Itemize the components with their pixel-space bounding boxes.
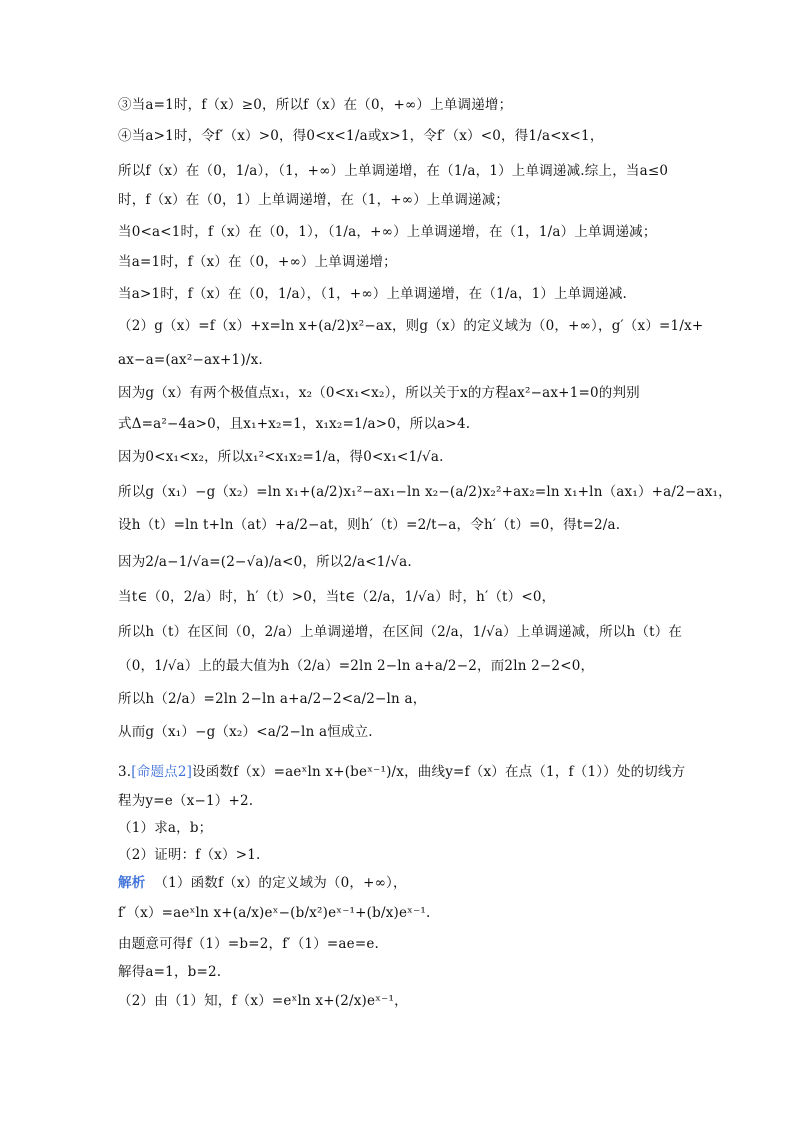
question-2: （2）证明：f（x）>1. — [118, 847, 261, 863]
text-line: ③当a=1时，f（x）≥0，所以f（x）在（0，+∞）上单调递增； — [118, 97, 513, 113]
text-line: f′（x）=aeˣln x+(a/x)eˣ−(b/x²)eˣ⁻¹+(b/x)eˣ⁻¹. — [118, 905, 431, 921]
text-line: 时，f（x）在（0，1）上单调递增，在（1，+∞）上单调递减； — [118, 192, 510, 208]
problem-3-stem — [118, 762, 685, 782]
text-line: 解得a=1，b=2. — [118, 964, 222, 980]
text-line: 式Δ=a²−4a>0，且x₁+x₂=1，x₁x₂=1/a>0，所以a>4. — [118, 416, 471, 432]
text-line: （0，1/√a）上的最大值为h（2/a）=2ln 2−ln a+a/2−2，而2ln 2−2<0， — [118, 658, 595, 674]
text-line: ax−a=(ax²−ax+1)/x. — [118, 352, 263, 368]
solution-line — [118, 873, 407, 893]
text-line: （2）g（x）=f（x）+x=ln x+(a/2)x²−ax，则g（x）的定义域为（0，+∞），g′（x）=1/x+ — [118, 318, 704, 334]
text-line: 程为y=e（x−1）+2. — [118, 793, 254, 809]
text-line: 所以f（x）在（0，1/a），（1，+∞）上单调递增，在（1/a，1）上单调递减.综上，当a≤0 — [118, 163, 669, 179]
text-line: 所以h（t）在区间（0，2/a）上单调递增，在区间（2/a，1/√a）上单调递减，所以h（t）在 — [118, 624, 683, 640]
problem-number: 3. — [118, 764, 132, 780]
solution-label: 解析 — [118, 875, 146, 891]
topic-tag: [命题点2] — [131, 764, 193, 780]
text-line: 因为2/a−1/√a=(2−√a)/a<0，所以2/a<1/√a. — [118, 554, 412, 570]
text-line: 所以h（2/a）=2ln 2−ln a+a/2−2<a/2−ln a， — [118, 691, 427, 707]
text-line: ④当a>1时，令f′（x）>0，得0<x<1/a或x>1，令f′（x）<0，得1/a<x<1， — [118, 128, 604, 144]
text-line: 设h（t）=ln t+ln（at）+a/2−at，则h′（t）=2/t−a，令h′（t）=0，得t=2/a. — [118, 517, 621, 533]
text-line: 当0<a<1时，f（x）在（0，1），（1/a，+∞）上单调递增，在（1，1/a）上单调递减； — [118, 224, 657, 240]
question-1: （1）求a，b； — [118, 820, 213, 836]
text-line: 从而g（x₁）−g（x₂）<a/2−ln a恒成立. — [118, 724, 373, 740]
text-line: （2）由（1）知，f（x）=eˣln x+(2/x)eˣ⁻¹， — [118, 993, 408, 1009]
solution-text: （1）函数f（x）的定义域为（0，+∞）， — [154, 875, 407, 891]
problem-stem-text: 设函数f（x）=aeˣln x+(beˣ⁻¹)/x，曲线y=f（x）在点（1，f（1））处的切线方 — [192, 764, 686, 780]
text-line: 当a=1时，f（x）在（0，+∞）上单调递增； — [118, 254, 397, 270]
text-line: 因为0<x₁<x₂，所以x₁²<x₁x₂=1/a，得0<x₁<1/√a. — [118, 449, 444, 465]
text-line: 所以g（x₁）−g（x₂）=ln x₁+(a/2)x₁²−ax₁−ln x₂−(a/2)x₂²+ax₂=ln x₁+ln（ax₁）+a/2−ax₁， — [118, 484, 732, 500]
text-line: 因为g（x）有两个极值点x₁，x₂（0<x₁<x₂），所以关于x的方程ax²−ax+1=0的判别 — [118, 385, 640, 401]
text-line: 当a>1时，f（x）在（0，1/a），（1，+∞）上单调递增，在（1/a，1）上单调递减. — [118, 286, 628, 302]
text-line: 当t∈（0，2/a）时，h′（t）>0，当t∈（2/a，1/√a）时，h′（t）<0， — [118, 589, 556, 605]
text-line: 由题意可得f（1）=b=2，f′（1）=ae=e. — [118, 936, 380, 952]
